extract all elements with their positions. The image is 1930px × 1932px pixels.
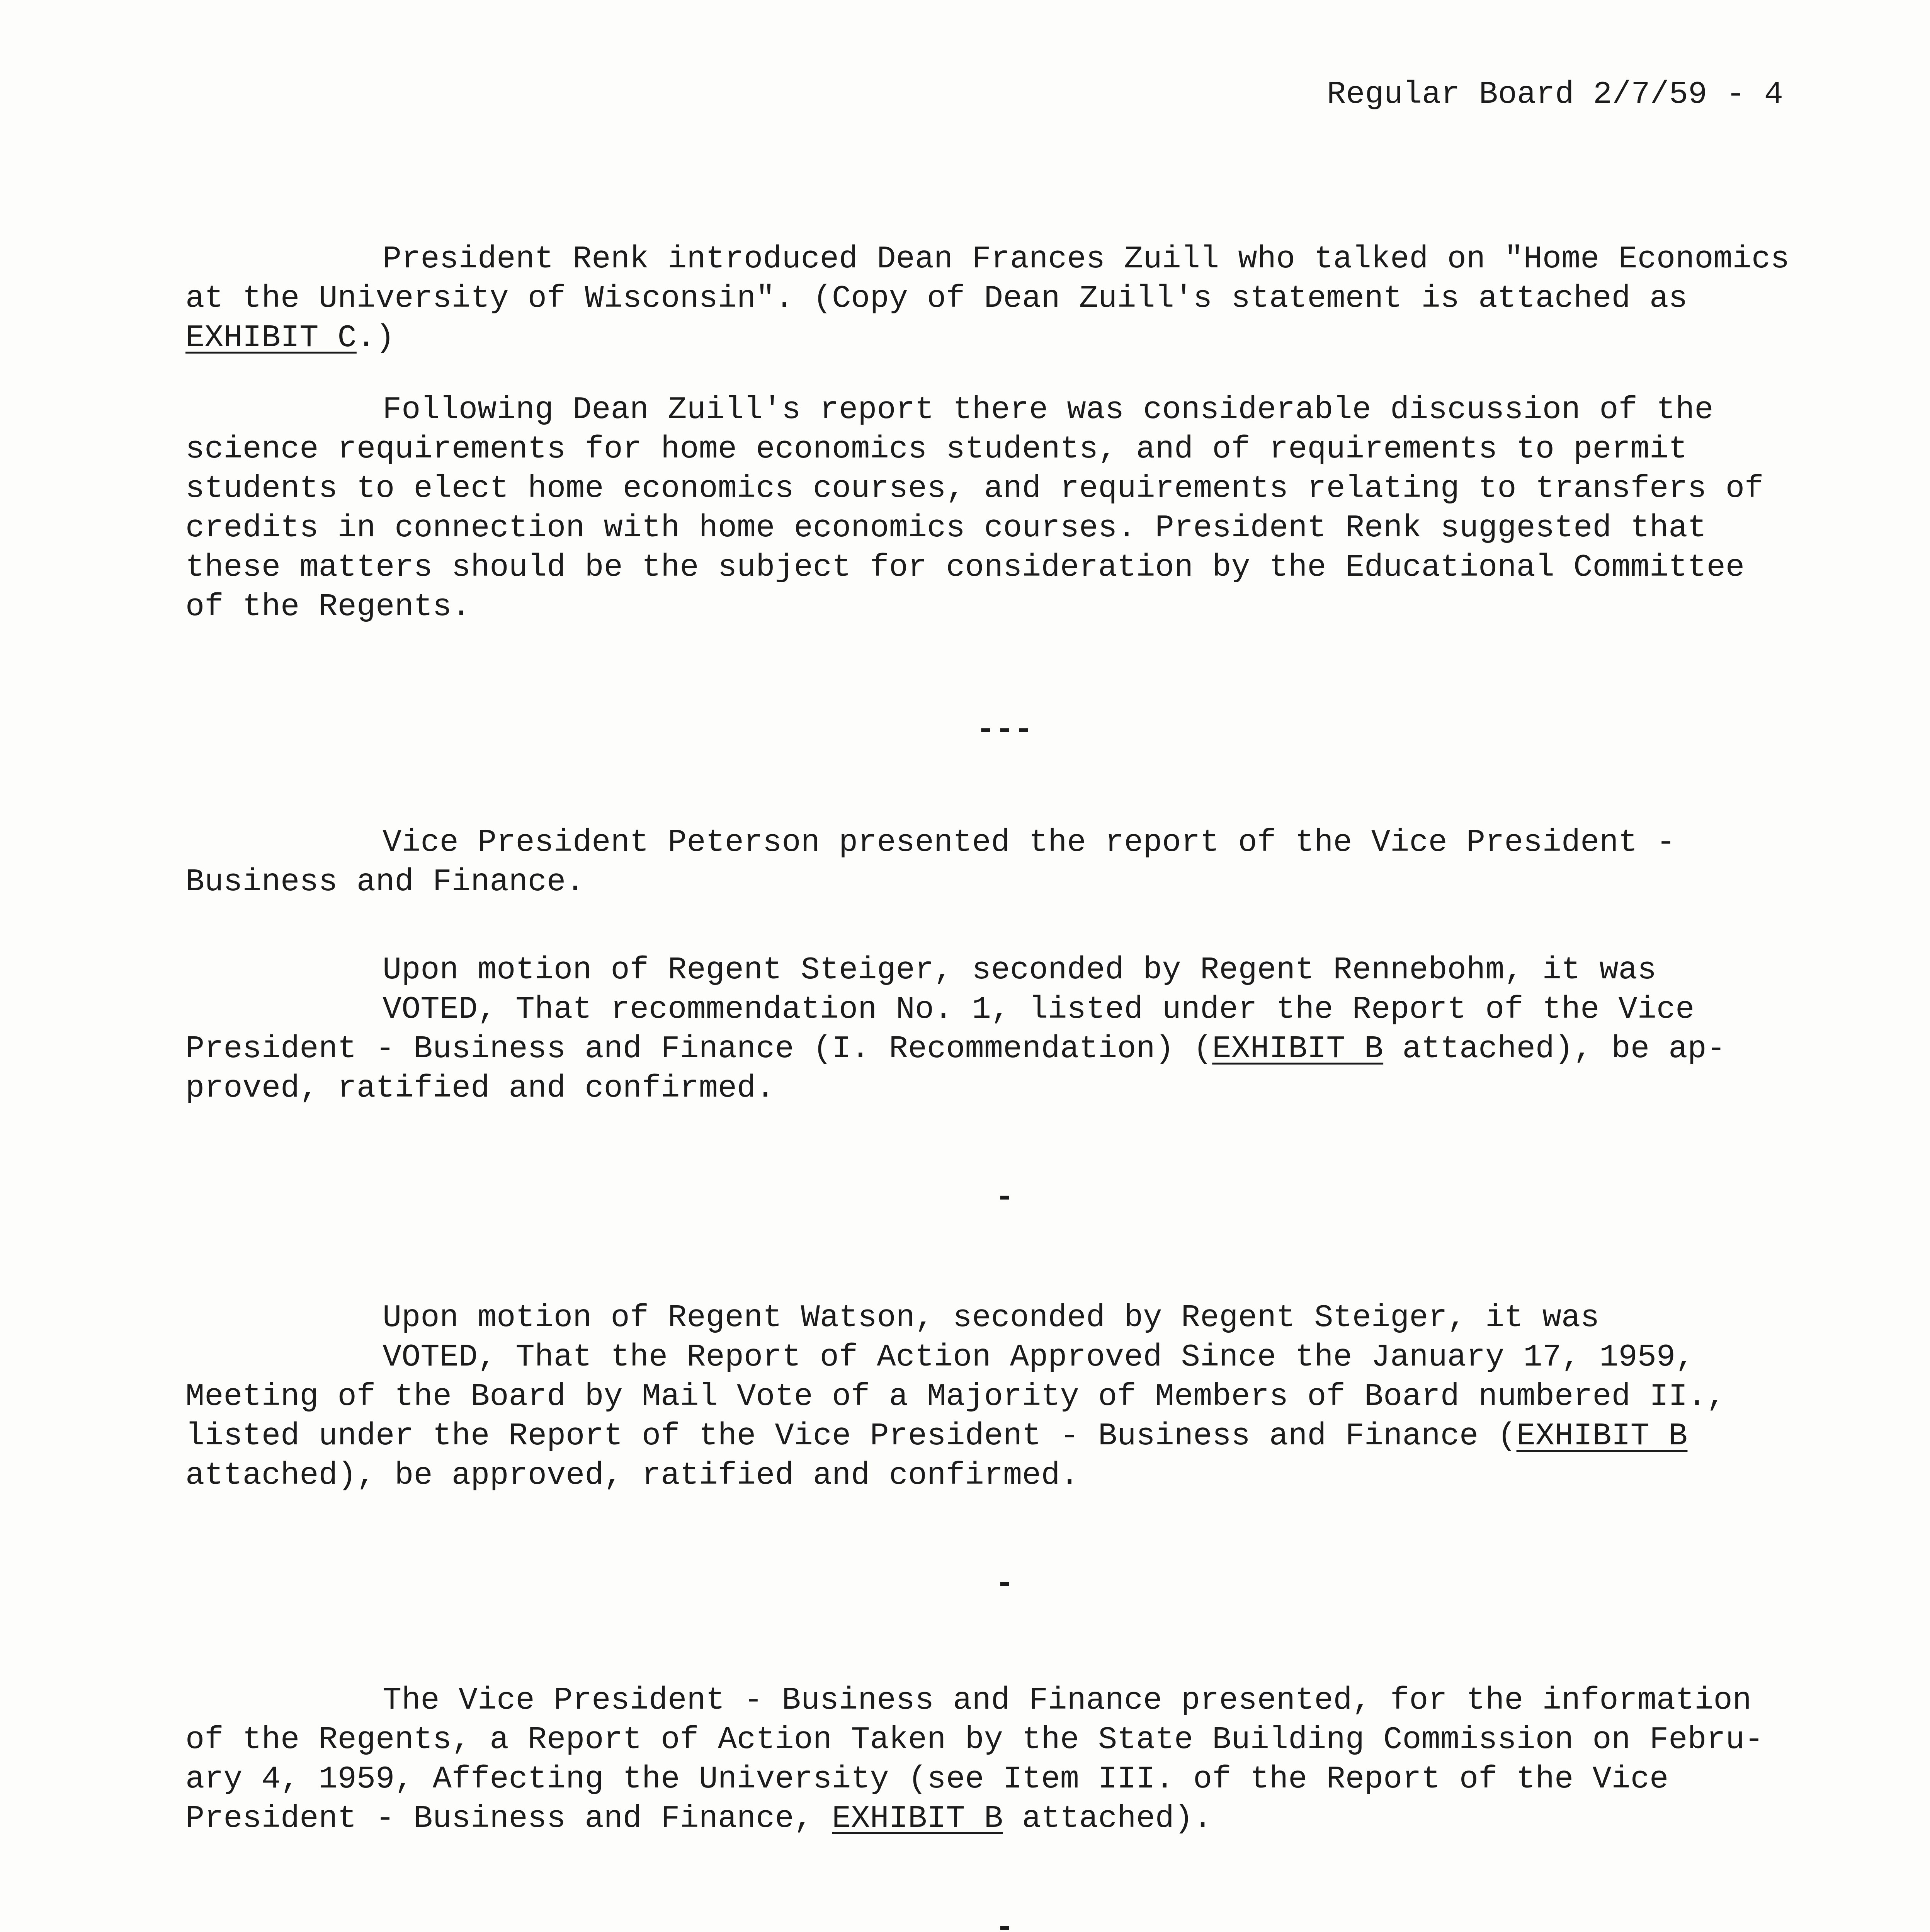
text-line: President Renk introduced Dean Frances Zuill who talked on "Home Economics [383,241,1790,277]
text-line: these matters should be the subject for consideration by the Educational Committee [185,549,1745,585]
text-line: Business and Finance. [185,864,585,900]
text-line: EXHIBIT C.) [185,320,395,356]
text-line: Upon motion of Regent Watson, seconded by Regent Steiger, it was [383,1300,1600,1336]
text-line: President - Business and Finance (I. Recommendation) (EXHIBIT B attached), be ap- [185,1031,1726,1067]
text-line: listed under the Report of the Vice President - Business and Finance (EXHIBIT B [185,1418,1688,1454]
section-separator: - [995,1910,1014,1932]
text-line: Upon motion of Regent Steiger, seconded by Regent Rennebohm, it was [383,952,1656,988]
paragraph-home-economics [185,240,1808,358]
paragraph-discussion [185,390,1808,627]
text-line: science requirements for home economics students, and of requirements to permit [185,431,1688,467]
exhibit-reference: EXHIBIT C [185,320,357,356]
section-separator: --- [976,712,1033,748]
paragraph-vp-report [185,823,1808,902]
text-line: of the Regents. [185,589,471,625]
text-line: attached), be approved, ratified and confirmed. [185,1458,1079,1493]
text-line: of the Regents, a Report of Action Taken by the State Building Commission on Febru- [185,1722,1764,1758]
exhibit-reference: EXHIBIT B [832,1801,1003,1837]
text-line: ary 4, 1959, Affecting the University (see Item III. of the Report of the Vice [185,1761,1669,1797]
text-line: proved, ratified and confirmed. [185,1070,775,1106]
paragraph-building-commission [185,1681,1808,1838]
text-line: President - Business and Finance, EXHIBIT B attached). [185,1801,1212,1837]
text-line: VOTED, That recommendation No. 1, listed under the Report of the Vice [383,992,1695,1027]
text-line: credits in connection with home economics courses. President Renk suggested that [185,510,1707,546]
exhibit-reference: EXHIBIT B [1212,1031,1384,1067]
text-line: The Vice President - Business and Finance presented, for the information [383,1682,1751,1718]
text-line: Following Dean Zuill's report there was considerable discussion of the [383,392,1714,428]
text-line: VOTED, That the Report of Action Approved Since the January 17, 1959, [383,1339,1695,1375]
text-line: students to elect home economics courses, and requirements relating to transfers of [185,471,1764,507]
text-line: Meeting of the Board by Mail Vote of a Majority of Members of Board numbered II., [185,1379,1726,1415]
page-header: Regular Board 2/7/59 - 4 [1327,77,1783,112]
section-separator: - [995,1566,1014,1602]
text-line: at the University of Wisconsin". (Copy of Dean Zuill's statement is attached as [185,281,1688,316]
paragraph-motion-watson [185,1298,1808,1495]
paragraph-motion-steiger [185,951,1808,1108]
text-line: Vice President Peterson presented the report of the Vice President - [383,825,1676,861]
exhibit-reference: EXHIBIT B [1516,1418,1688,1454]
section-separator: - [995,1180,1014,1216]
